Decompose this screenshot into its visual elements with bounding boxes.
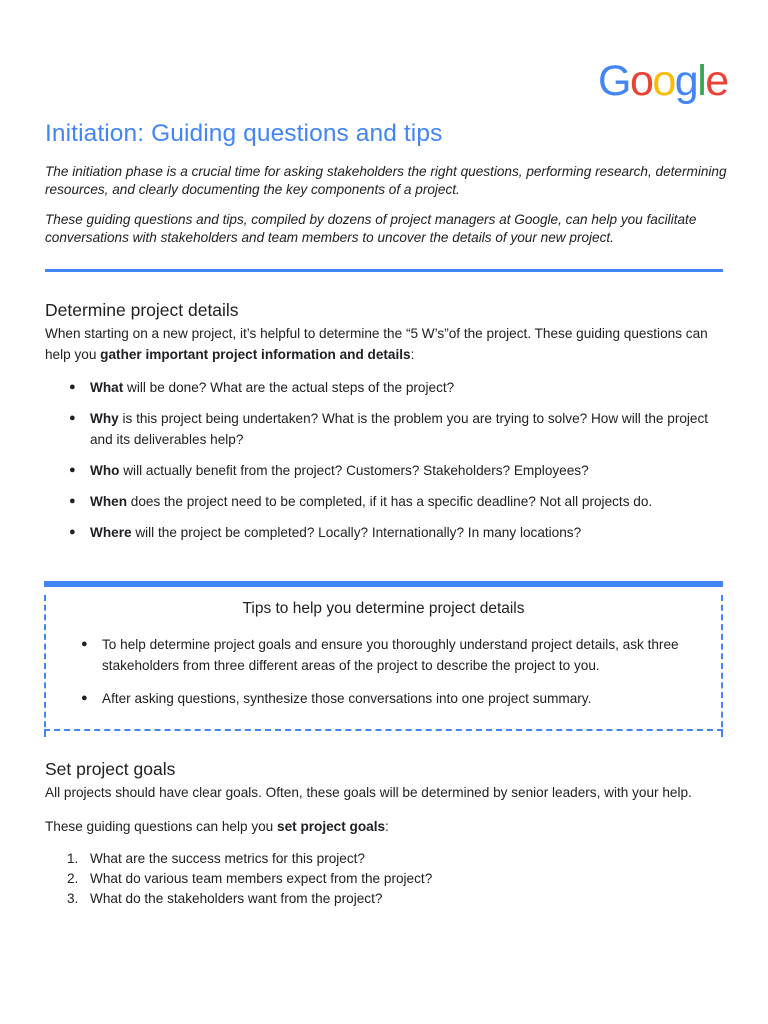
list-number: 2. bbox=[67, 871, 79, 886]
list-item bbox=[45, 869, 432, 889]
list-item bbox=[81, 634, 711, 676]
list-item bbox=[45, 491, 725, 512]
tips-list bbox=[81, 634, 711, 709]
goals-intro-paragraph: All projects should have clear goals. Often, these goals will be determined by senior leaders, with your help. bbox=[45, 785, 692, 800]
section-heading-goals: Set project goals bbox=[45, 759, 176, 779]
goals-lead-bold: set project goals bbox=[277, 819, 386, 834]
list-item-text: will the project be completed? Locally? Internationally? In many locations? bbox=[131, 525, 582, 540]
list-item-text: is this project being undertaken? What is the problem you are trying to solve? How will the project and its deliverables help? bbox=[90, 411, 709, 447]
list-item-text: What are the success metrics for this project? bbox=[90, 851, 365, 866]
list-item-bold: Who bbox=[90, 463, 120, 478]
goals-lead-text: These guiding questions can help you bbox=[45, 819, 278, 834]
goals-question-list bbox=[45, 849, 432, 909]
bullet-icon: ● bbox=[69, 526, 76, 538]
list-item bbox=[45, 408, 725, 450]
list-item bbox=[45, 522, 725, 543]
details-lead-text: When starting on a new project, it’s helpful to determine the “5 W’s”of the project. These guiding questions can help you bbox=[45, 326, 708, 362]
callout-border-bottom bbox=[44, 729, 723, 731]
list-number: 3. bbox=[67, 891, 79, 906]
list-number: 1. bbox=[67, 851, 79, 866]
list-item-text: does the project need to be completed, if it has a specific deadline? Not all projects do. bbox=[127, 494, 653, 509]
five-ws-list bbox=[45, 377, 725, 543]
logo-letter: o bbox=[652, 57, 675, 105]
logo-letter: o bbox=[629, 57, 653, 105]
section-divider bbox=[45, 269, 723, 272]
bullet-icon: ● bbox=[81, 638, 88, 650]
logo-letter: G bbox=[598, 57, 630, 105]
logo-letter: l bbox=[697, 57, 706, 105]
list-item-text: will actually benefit from the project? Customers? Stakeholders? Employees? bbox=[119, 463, 589, 478]
intro-paragraph-1: The initiation phase is a crucial time for asking stakeholders the right questions, performing research, determining resources, and clearly documenting the key components of a project. bbox=[45, 164, 727, 197]
tips-callout-box bbox=[44, 581, 723, 731]
list-item-bold: What bbox=[90, 380, 124, 395]
intro-paragraph-2: These guiding questions and tips, compiled by dozens of project managers at Google, can help you facilitate conversations with stakeholders and team members to uncover the details of your new project. bbox=[45, 212, 697, 245]
list-item-text: What do the stakeholders want from the project? bbox=[90, 891, 383, 906]
tips-heading: Tips to help you determine project details bbox=[242, 600, 525, 617]
list-item bbox=[45, 460, 725, 481]
goals-lead-colon: : bbox=[385, 819, 389, 834]
list-item-text: What do various team members expect from the project? bbox=[90, 871, 433, 886]
list-item-text: To help determine project goals and ensure you thoroughly understand project details, ask three stakeholders from three different areas of the project to describe the project to you. bbox=[102, 637, 679, 673]
google-logo bbox=[598, 56, 728, 106]
bullet-icon: ● bbox=[69, 464, 76, 476]
details-lead-colon: : bbox=[410, 347, 415, 362]
list-item-bold: Why bbox=[90, 411, 119, 426]
list-item bbox=[45, 377, 725, 398]
list-item-bold: Where bbox=[90, 525, 132, 540]
bullet-icon: ● bbox=[81, 692, 88, 704]
list-item bbox=[45, 889, 432, 909]
list-item-bold: When bbox=[90, 494, 127, 509]
details-lead-paragraph bbox=[45, 323, 735, 365]
list-item bbox=[81, 688, 711, 709]
logo-letter: g bbox=[674, 57, 698, 105]
details-lead-bold: gather important project information and details bbox=[100, 347, 411, 362]
list-item-text: After asking questions, synthesize those conversations into one project summary. bbox=[102, 691, 592, 706]
bullet-icon: ● bbox=[69, 495, 76, 507]
logo-letter: e bbox=[705, 57, 728, 105]
list-item-text: will be done? What are the actual steps of the project? bbox=[123, 380, 455, 395]
page-title: Initiation: Guiding questions and tips bbox=[45, 120, 443, 147]
list-item bbox=[45, 849, 432, 869]
bullet-icon: ● bbox=[69, 412, 76, 424]
bullet-icon: ● bbox=[69, 381, 76, 393]
goals-lead-paragraph bbox=[45, 816, 735, 837]
section-heading-details: Determine project details bbox=[45, 300, 239, 320]
